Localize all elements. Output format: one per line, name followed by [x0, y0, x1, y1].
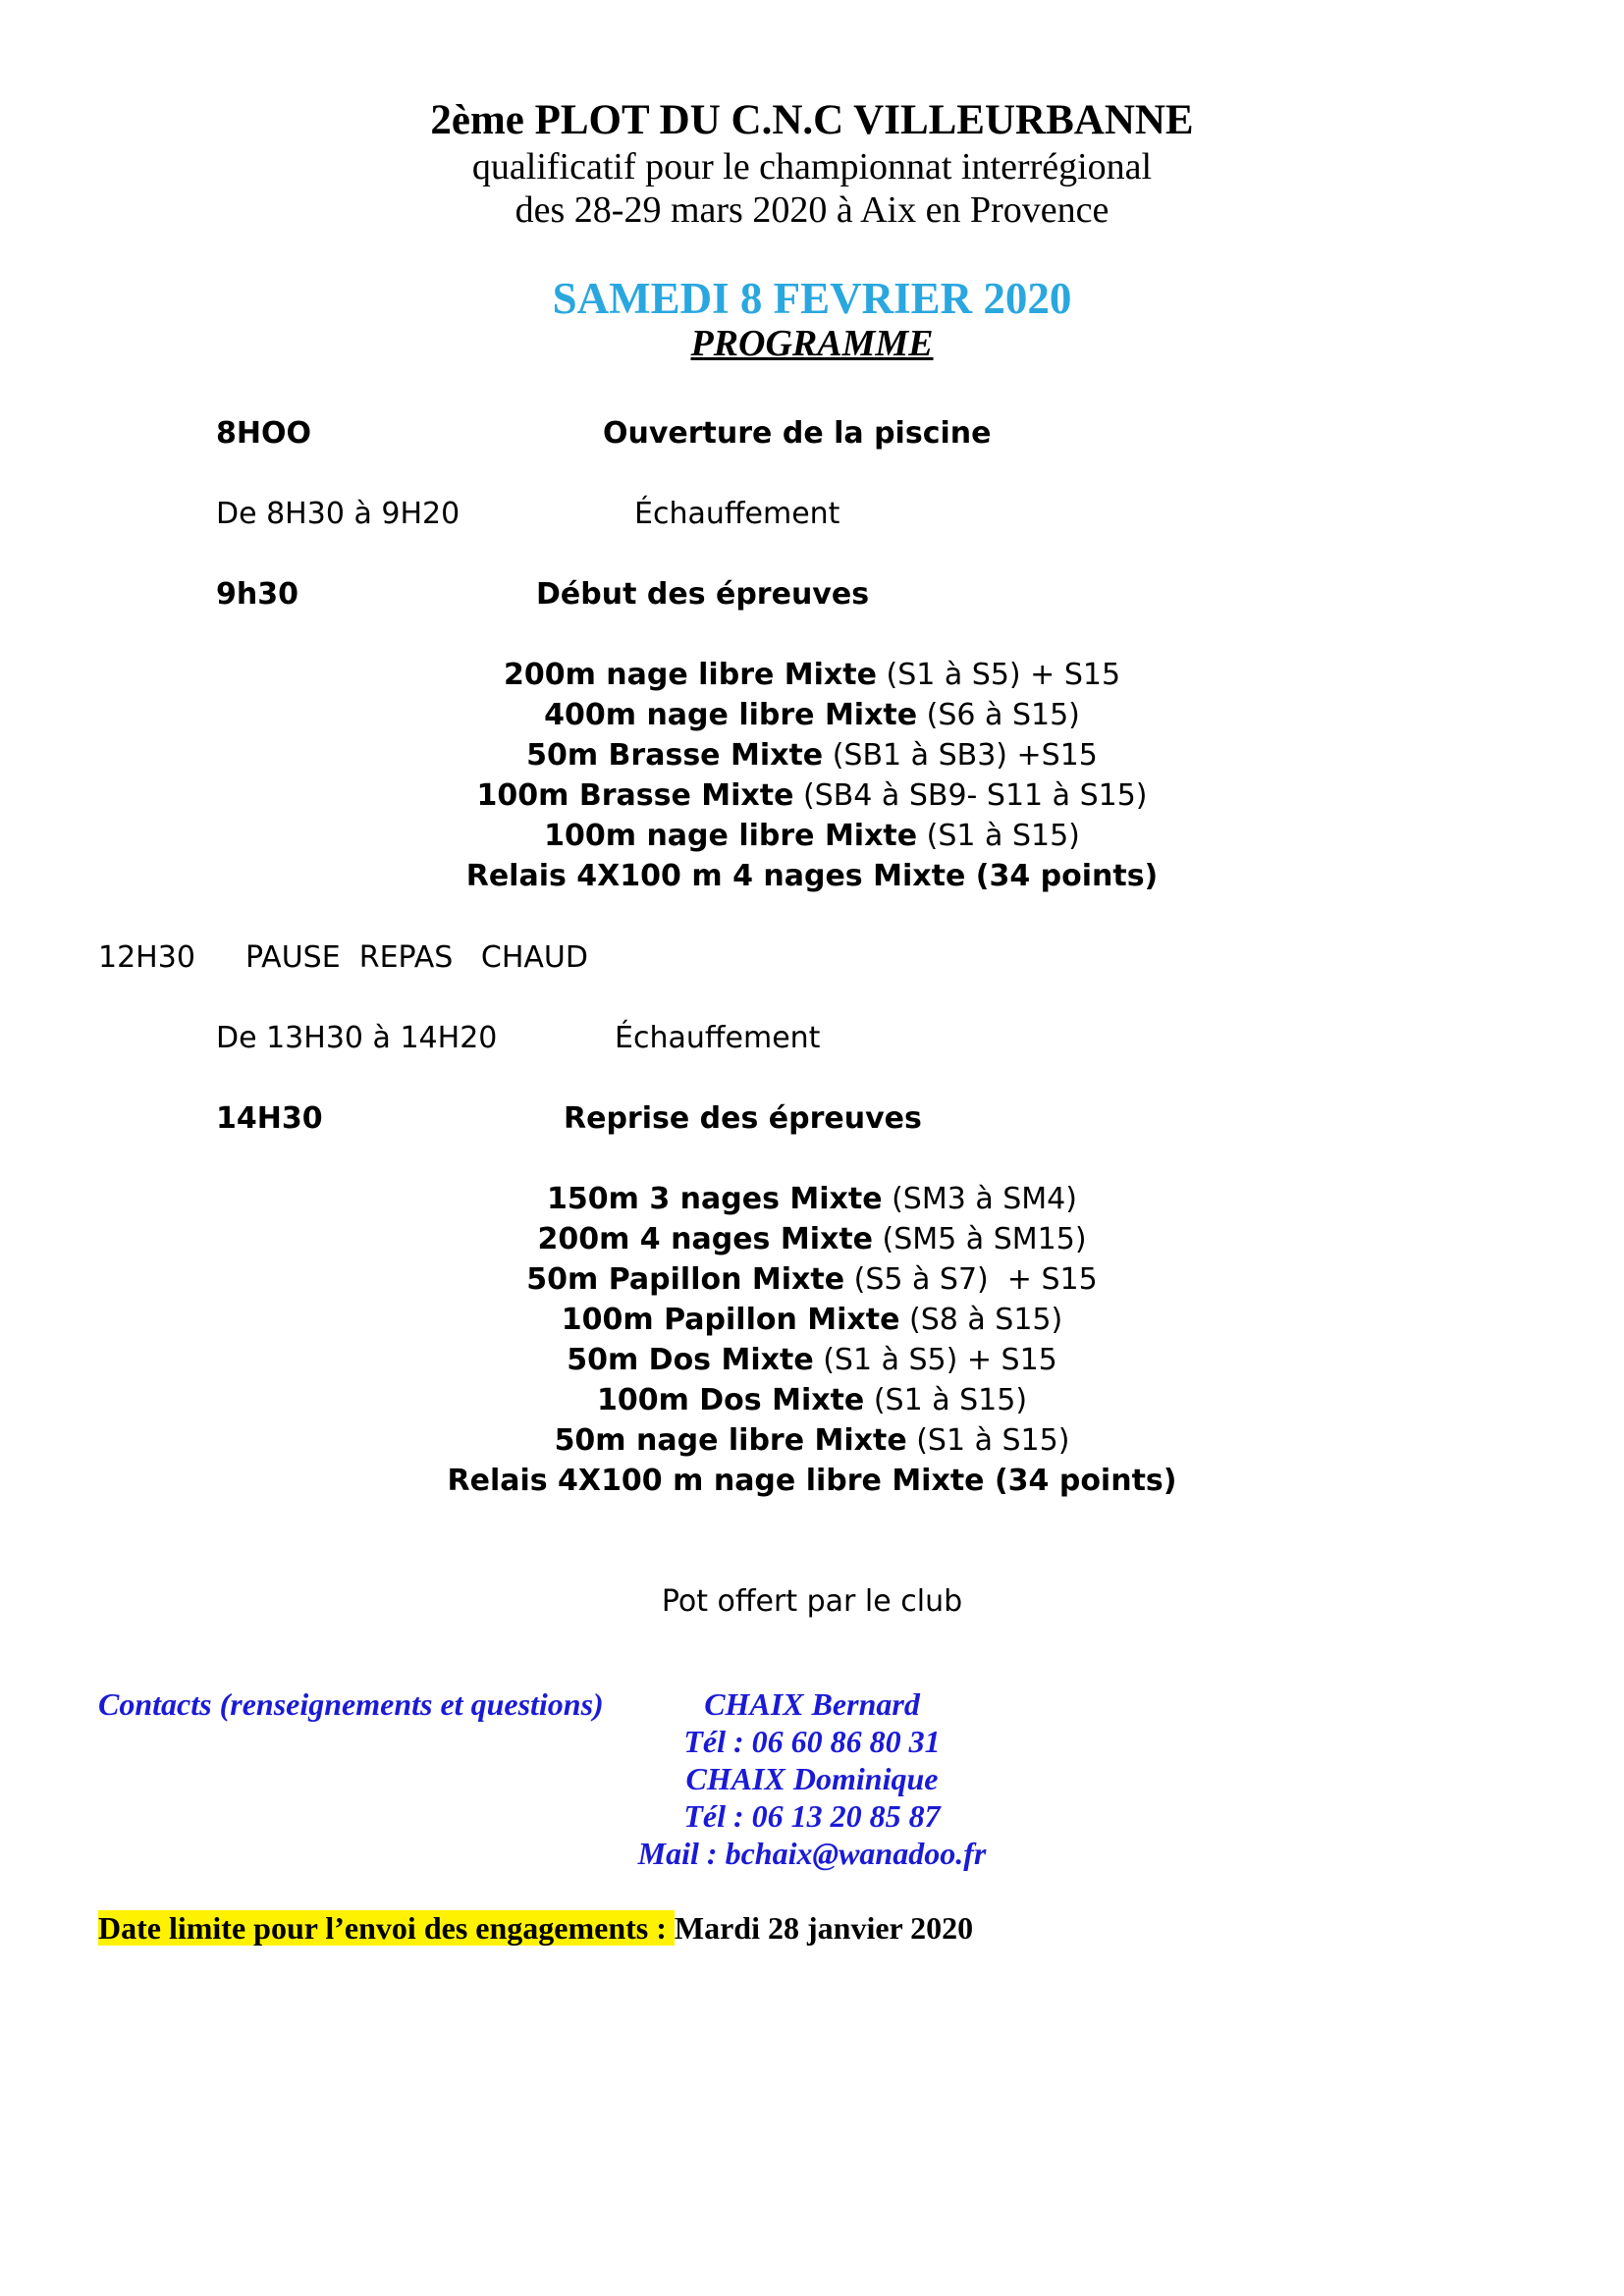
deadline: [98, 1910, 973, 1947]
event-detail: (S1 à S5) + S15: [876, 658, 1121, 692]
event-name: Relais 4X100 m 4 nages Mixte (34 points): [465, 859, 1159, 893]
event-detail: (S1 à S15): [906, 1423, 1070, 1458]
event-detail: (SB1 à SB3) +S15: [823, 738, 1098, 773]
warmup-1-label: Échauffement: [634, 497, 840, 531]
subtitle-line-1: qualificatif pour le championnat interrégional: [471, 146, 1153, 187]
event-name: 200m 4 nages Mixte: [537, 1222, 874, 1256]
event-line: [0, 1464, 1624, 1498]
event-detail: (S1 à S15): [864, 1383, 1028, 1417]
event-name: 400m nage libre Mixte: [544, 698, 918, 732]
event-name: 100m nage libre Mixte: [544, 819, 918, 853]
contact-name-bernard: CHAIX Bernard: [704, 1686, 920, 1722]
event-date: SAMEDI 8 FEVRIER 2020: [552, 274, 1072, 323]
event-detail: (S6 à S15): [917, 698, 1080, 732]
event-line: [0, 698, 1624, 732]
resume-label: Reprise des épreuves: [564, 1101, 922, 1136]
event-name: 50m nage libre Mixte: [554, 1423, 907, 1458]
event-detail: (SM5 à SM15): [873, 1222, 1087, 1256]
event-line: [0, 859, 1624, 893]
event-detail: (SB4 à SB9- S11 à S15): [793, 778, 1148, 813]
warmup-2-time: De 13H30 à 14H20: [216, 1021, 498, 1055]
contact-phone-dominique: Tél : 06 13 20 85 87: [683, 1798, 941, 1834]
contact-phone-bernard: Tél : 06 60 86 80 31: [683, 1724, 941, 1759]
event-name: 100m Papillon Mixte: [561, 1303, 900, 1337]
pot-offert-note: Pot offert par le club: [661, 1584, 963, 1619]
event-line: [0, 1262, 1624, 1297]
opening-time: 8HOO: [216, 416, 311, 451]
start-label: Début des épreuves: [536, 577, 870, 612]
subtitle-line-2: des 28-29 mars 2020 à Aix en Provence: [514, 189, 1110, 231]
event-name: 50m Papillon Mixte: [526, 1262, 845, 1297]
event-line: [0, 1343, 1624, 1377]
event-name: 200m nage libre Mixte: [503, 658, 877, 692]
event-line: [0, 1303, 1624, 1337]
contact-name-dominique: CHAIX Dominique: [685, 1761, 939, 1796]
opening-label: Ouverture de la piscine: [603, 416, 992, 451]
resume-time: 14H30: [216, 1101, 323, 1136]
event-detail: (SM3 à SM4): [882, 1182, 1077, 1216]
event-line: [0, 1182, 1624, 1216]
event-name: 100m Brasse Mixte: [476, 778, 794, 813]
event-detail: (S5 à S7) + S15: [844, 1262, 1098, 1297]
event-line: [0, 658, 1624, 692]
event-name: 150m 3 nages Mixte: [547, 1182, 883, 1216]
contact-email[interactable]: Mail : bchaix@wanadoo.fr: [637, 1836, 987, 1871]
event-line: [0, 1423, 1624, 1458]
lunch-label: PAUSE REPAS CHAUD: [245, 940, 588, 975]
event-detail: (S8 à S15): [899, 1303, 1063, 1337]
event-line: [0, 1222, 1624, 1256]
warmup-2-label: Échauffement: [615, 1021, 821, 1055]
event-name: 50m Dos Mixte: [567, 1343, 814, 1377]
event-line: [0, 738, 1624, 773]
contacts-label: Contacts (renseignements et questions): [98, 1686, 604, 1722]
event-line: [0, 819, 1624, 853]
document-title: 2ème PLOT DU C.N.C VILLEURBANNE: [430, 97, 1194, 143]
lunch-time: 12H30: [98, 940, 195, 975]
event-name: 50m Brasse Mixte: [526, 738, 824, 773]
deadline-date: Mardi 28 janvier 2020: [674, 1910, 974, 1946]
event-detail: (S1 à S5) + S15: [813, 1343, 1057, 1377]
event-name: 100m Dos Mixte: [596, 1383, 865, 1417]
event-line: [0, 778, 1624, 813]
event-detail: (S1 à S15): [917, 819, 1080, 853]
programme-heading: PROGRAMME: [690, 323, 934, 364]
deadline-label: Date limite pour l’envoi des engagements :: [98, 1910, 675, 1946]
warmup-1-time: De 8H30 à 9H20: [216, 497, 460, 531]
start-time: 9h30: [216, 577, 298, 612]
event-line: [0, 1383, 1624, 1417]
event-name: Relais 4X100 m nage libre Mixte (34 points): [447, 1464, 1177, 1498]
